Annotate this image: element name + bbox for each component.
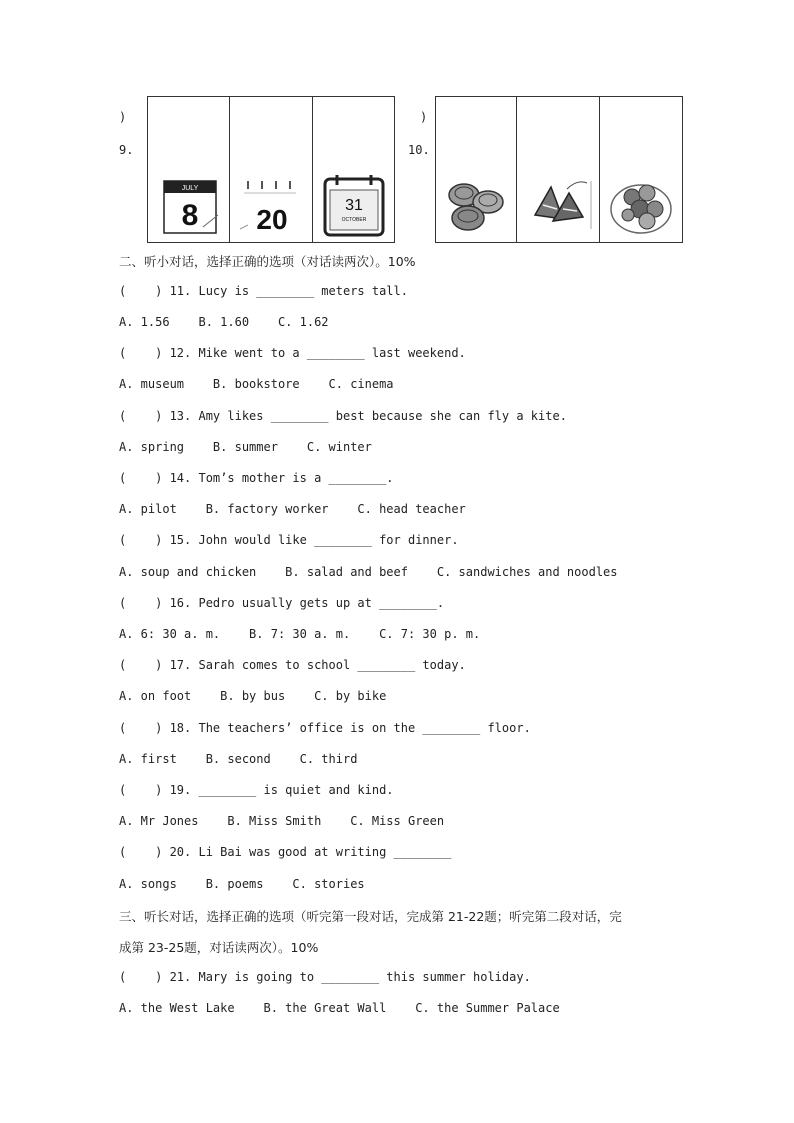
q10-number: 10. <box>408 143 430 157</box>
section2-heading: 二、听小对话，选择正确的选项（对话读两次）。10% <box>119 254 416 269</box>
section3-heading-line1: 三、听长对话，选择正确的选项（听完第一段对话，完成第 21-22题；听完第二段对话，完 <box>119 909 622 924</box>
q9-number: 9. <box>119 143 134 157</box>
options-12: A. museum B. bookstore C. cinema <box>119 377 394 391</box>
options-16: A. 6: 30 a. m. B. 7: 30 a. m. C. 7: 30 p. m. <box>119 627 481 641</box>
q10-picture-table <box>435 96 683 243</box>
q10-option-c[interactable] <box>599 97 682 242</box>
options-20: A. songs B. poems C. stories <box>119 877 365 891</box>
calendar-day-label: 20 <box>256 204 288 235</box>
dumplings-plate-icon <box>600 97 683 242</box>
mooncakes-icon <box>436 97 517 242</box>
question-19: ( ) 19. ________ is quiet and kind. <box>119 783 394 797</box>
q9-option-c[interactable] <box>312 97 394 242</box>
calendar-month-label: JULY <box>181 185 199 192</box>
question-21: ( ) 21. Mary is going to ________ this summer holiday. <box>119 970 531 984</box>
calendar-day-label: 8 <box>181 199 199 232</box>
question-16: ( ) 16. Pedro usually gets up at ________. <box>119 596 445 610</box>
zongzi-icon <box>517 97 599 242</box>
question-14: ( ) 14. Tom’s mother is a ________. <box>119 471 394 485</box>
options-11: A. 1.56 B. 1.60 C. 1.62 <box>119 315 329 329</box>
options-14: A. pilot B. factory worker C. head teacher <box>119 502 466 516</box>
calendar-month-label: OCTOBER <box>341 217 366 223</box>
q9-option-b[interactable] <box>229 97 311 242</box>
calendar-20-icon <box>230 97 312 242</box>
options-17: A. on foot B. by bus C. by bike <box>119 689 387 703</box>
q10-option-a[interactable] <box>436 97 516 242</box>
question-12: ( ) 12. Mike went to a ________ last weekend. <box>119 346 466 360</box>
calendar-july-8-icon <box>148 97 230 242</box>
options-18: A. first B. second C. third <box>119 752 358 766</box>
options-13: A. spring B. summer C. winter <box>119 440 372 454</box>
question-17: ( ) 17. Sarah comes to school ________ today. <box>119 658 466 672</box>
question-15: ( ) 15. John would like ________ for dinner. <box>119 533 459 547</box>
question-20: ( ) 20. Li Bai was good at writing ________ <box>119 845 452 859</box>
calendar-october-31-icon <box>313 97 395 242</box>
question-11: ( ) 11. Lucy is ________ meters tall. <box>119 284 408 298</box>
q9-paren: ) <box>119 110 127 124</box>
q10-paren: ) <box>420 110 428 124</box>
section3-heading-line2: 成第 23-25题，对话读两次）。10% <box>119 940 319 955</box>
q9-picture-table <box>147 96 395 243</box>
calendar-day-label: 31 <box>344 197 363 214</box>
question-13: ( ) 13. Amy likes ________ best because she can fly a kite. <box>119 409 567 423</box>
options-21: A. the West Lake B. the Great Wall C. the Summer Palace <box>119 1001 560 1015</box>
options-19: A. Mr Jones B. Miss Smith C. Miss Green <box>119 814 445 828</box>
q10-option-b[interactable] <box>516 97 598 242</box>
q9-option-a[interactable] <box>148 97 229 242</box>
options-15: A. soup and chicken B. salad and beef C. sandwiches and noodles <box>119 565 618 579</box>
question-18: ( ) 18. The teachers’ office is on the ________ floor. <box>119 721 531 735</box>
